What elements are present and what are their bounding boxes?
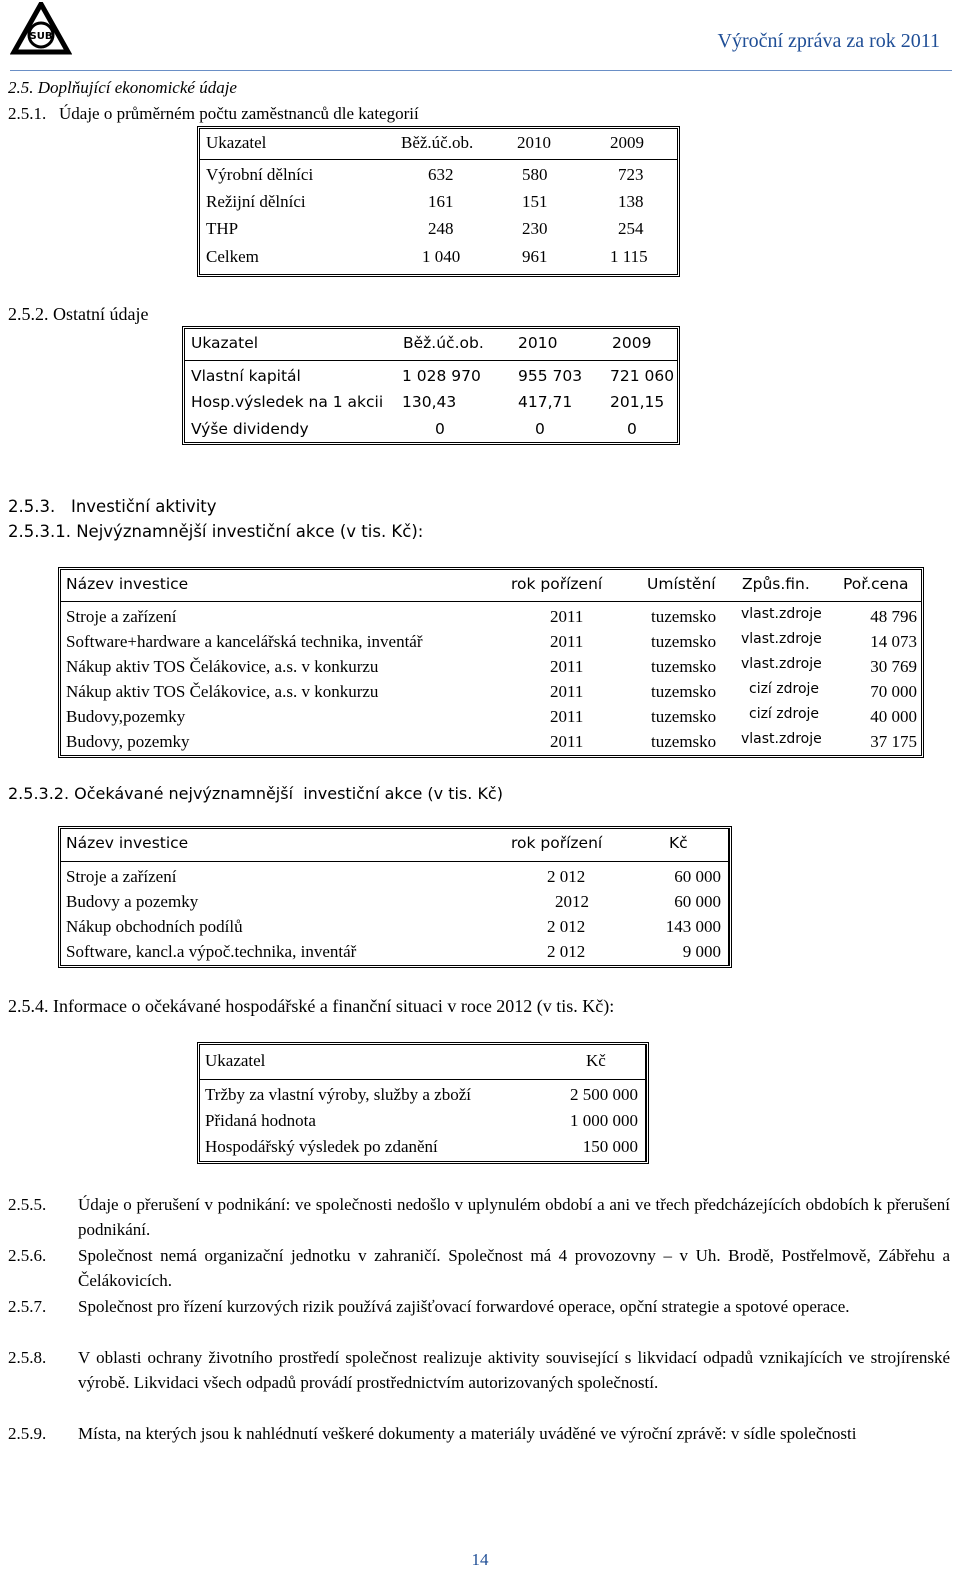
header-cell: Název investice xyxy=(66,575,189,593)
table-cell: vlast.zdroje xyxy=(741,631,822,647)
table-cell: tuzemsko xyxy=(651,657,717,676)
table-divider xyxy=(185,360,677,361)
table-cell: Budovy, pozemky xyxy=(66,732,190,751)
table-cell: 1 115 xyxy=(610,247,648,266)
header-cell: Běž.úč.ob. xyxy=(401,133,474,152)
table-cell: Výrobní dělníci xyxy=(206,165,314,184)
table-divider xyxy=(200,159,677,160)
paragraph-text: Společnost pro řízení kurzových rizik používá zajišťovací forwardové operace, opční strategie a spotové operace. xyxy=(78,1297,850,1316)
table-cell: Budovy a pozemky xyxy=(66,892,199,911)
header-cell: 2010 xyxy=(518,334,558,352)
table-cell: tuzemsko xyxy=(651,632,717,651)
header-cell: Ukazatel xyxy=(191,334,259,352)
other-data-table xyxy=(182,326,680,445)
table-cell: 40 000 xyxy=(870,707,917,726)
table-cell: 130,43 xyxy=(402,393,457,411)
forecast-table xyxy=(197,1042,649,1164)
section-2-5-title: 2.5. Doplňující ekonomické údaje xyxy=(8,78,237,97)
header-cell: Ukazatel xyxy=(206,133,267,152)
section-2-5-1-title: 2.5.1. Údaje o průměrném počtu zaměstnanců dle kategorií xyxy=(8,104,419,123)
section-2-5-3-1-title: 2.5.3.1. Nejvýznamnější investiční akce (v tis. Kč): xyxy=(8,522,424,541)
table-cell: 151 xyxy=(522,192,548,211)
table-cell: 961 xyxy=(522,247,548,266)
table-cell: Software+hardware a kancelářská technika, inventář xyxy=(66,632,423,651)
table-cell: 60 000 xyxy=(674,892,721,911)
header-cell: Kč xyxy=(586,1051,606,1070)
table-cell: 632 xyxy=(428,165,454,184)
table-cell: 2011 xyxy=(550,682,584,701)
table-cell: Hosp.výsledek na 1 akcii xyxy=(191,393,384,411)
table-cell: cizí zdroje xyxy=(749,681,820,697)
investments-table xyxy=(58,567,924,758)
paragraph-number: 2.5.8. xyxy=(8,1348,47,1367)
table-cell: 161 xyxy=(428,192,454,211)
section-2-5-2-title: 2.5.2. Ostatní údaje xyxy=(8,304,149,324)
table-cell: vlast.zdroje xyxy=(741,606,822,622)
table-cell: 2011 xyxy=(550,632,584,651)
table-cell: 723 xyxy=(618,165,644,184)
paragraph-number: 2.5.7. xyxy=(8,1297,47,1316)
table-cell: 70 000 xyxy=(870,682,917,701)
table-cell: 2012 xyxy=(555,892,589,911)
table-cell: Vlastní kapitál xyxy=(191,367,301,385)
table-cell: Přidaná hodnota xyxy=(205,1111,316,1130)
table-cell: 0 xyxy=(435,420,445,438)
table-cell: cizí zdroje xyxy=(749,706,820,722)
table-divider xyxy=(200,1079,646,1080)
header-divider xyxy=(10,70,952,71)
table-cell: 2 012 xyxy=(547,942,586,961)
table-cell: 230 xyxy=(522,219,548,238)
table-cell: Výše dividendy xyxy=(191,420,309,438)
paragraph-text: Místa, na kterých jsou k nahlédnutí veškeré dokumenty a materiály uváděné ve výroční zprávě: v sídle společnosti xyxy=(78,1424,857,1443)
table-cell: 248 xyxy=(428,219,454,238)
table-cell: 1 000 000 xyxy=(570,1111,638,1130)
header-cell: Poř.cena xyxy=(843,575,909,593)
paragraph-text: V oblasti ochrany životního prostředí společnost realizuje aktivity související s likvidací odpadů vznikajících ve strojírenské výrobě. Likvidaci všech odpadů provádí prostřednictvím autorizovaných společností. xyxy=(78,1348,950,1392)
table-cell: 580 xyxy=(522,165,548,184)
table-cell: Celkem xyxy=(206,247,259,266)
header-cell: Běž.úč.ob. xyxy=(403,334,484,352)
header-cell: Způs.fin. xyxy=(742,575,810,593)
paragraph-number: 2.5.9. xyxy=(8,1424,47,1443)
table-cell: 254 xyxy=(618,219,644,238)
table-cell: 30 769 xyxy=(870,657,917,676)
table-cell: 9 000 xyxy=(682,942,721,961)
paragraph-number: 2.5.6. xyxy=(8,1246,47,1265)
header-cell: rok pořízení xyxy=(511,575,603,593)
paragraph-2-5-9 xyxy=(8,1421,950,1446)
employees-table xyxy=(197,126,680,277)
table-cell: Budovy,pozemky xyxy=(66,707,186,726)
section-2-5-3-2-title: 2.5.3.2. Očekávané nejvýznamnější investiční akce (v tis. Kč) xyxy=(8,784,503,803)
header-cell: Název investice xyxy=(66,834,189,852)
table-divider xyxy=(61,861,729,862)
table-cell: 48 796 xyxy=(870,607,917,626)
paragraph-number: 2.5.5. xyxy=(8,1195,47,1214)
paragraph-2-5-7 xyxy=(8,1294,950,1319)
table-cell: 143 000 xyxy=(665,917,721,936)
column-divider xyxy=(645,1045,646,1161)
table-cell: THP xyxy=(206,219,239,238)
expected-investments-table xyxy=(58,826,732,968)
table-cell: Nákup obchodních podílů xyxy=(66,917,243,936)
table-cell: tuzemsko xyxy=(651,732,717,751)
table-cell: Režijní dělníci xyxy=(206,192,306,211)
table-cell: 37 175 xyxy=(870,732,917,751)
table-cell: 14 073 xyxy=(870,632,917,651)
header-cell: 2009 xyxy=(612,334,652,352)
table-cell: 2 012 xyxy=(547,867,586,886)
table-cell: 0 xyxy=(535,420,545,438)
table-cell: 1 040 xyxy=(422,247,461,266)
table-cell: Nákup aktiv TOS Čelákovice, a.s. v konkurzu xyxy=(66,657,379,676)
header-cell: rok pořízení xyxy=(511,834,603,852)
table-cell: tuzemsko xyxy=(651,682,717,701)
table-cell: 955 703 xyxy=(518,367,583,385)
table-cell: 201,15 xyxy=(610,393,665,411)
table-cell: 2 500 000 xyxy=(570,1085,638,1104)
table-divider xyxy=(61,601,921,602)
table-cell: 138 xyxy=(618,192,644,211)
table-cell: 1 028 970 xyxy=(402,367,481,385)
table-cell: 0 xyxy=(627,420,637,438)
table-cell: 417,71 xyxy=(518,393,573,411)
svg-text:SUB: SUB xyxy=(29,31,53,42)
paragraph-2-5-5 xyxy=(8,1192,950,1242)
table-cell: 150 000 xyxy=(582,1137,638,1156)
table-cell: 2011 xyxy=(550,732,584,751)
table-cell: Stroje a zařízení xyxy=(66,867,177,886)
table-cell: Nákup aktiv TOS Čelákovice, a.s. v konkurzu xyxy=(66,682,379,701)
section-2-5-3-title: 2.5.3. Investiční aktivity xyxy=(8,497,217,516)
section-2-5-4-title: 2.5.4. Informace o očekávané hospodářské a finanční situaci v roce 2012 (v tis. Kč): xyxy=(8,996,615,1016)
table-cell: 721 060 xyxy=(610,367,675,385)
header-cell: 2010 xyxy=(517,133,551,152)
table-cell: vlast.zdroje xyxy=(741,656,822,672)
table-cell: tuzemsko xyxy=(651,707,717,726)
table-cell: Hospodářský výsledek po zdanění xyxy=(205,1137,438,1156)
paragraph-text: Společnost nemá organizační jednotku v zahraničí. Společnost má 4 provozovny – v Uh. Brodě, Postřelmově, Zábřehu a Čelákovicích. xyxy=(78,1246,950,1290)
page-number: 14 xyxy=(471,1550,489,1569)
table-cell: 2 012 xyxy=(547,917,586,936)
header-cell: 2009 xyxy=(610,133,644,152)
header-cell: Umístění xyxy=(647,575,716,593)
paragraph-2-5-6 xyxy=(8,1243,950,1293)
paragraph-text: Údaje o přerušení v podnikání: ve společnosti nedošlo v uplynulém období a ani ve třech předcházejících obdobích k přerušení podnikání. xyxy=(78,1195,950,1239)
table-cell: Software, kancl.a výpoč.technika, inventář xyxy=(66,942,357,961)
table-cell: tuzemsko xyxy=(651,607,717,626)
table-cell: 2011 xyxy=(550,607,584,626)
table-cell: 2011 xyxy=(550,657,584,676)
table-cell: Stroje a zařízení xyxy=(66,607,177,626)
column-divider xyxy=(728,829,729,965)
table-cell: vlast.zdroje xyxy=(741,731,822,747)
table-cell: 60 000 xyxy=(674,867,721,886)
header-cell: Ukazatel xyxy=(205,1051,266,1070)
table-cell: 2011 xyxy=(550,707,584,726)
paragraph-2-5-8 xyxy=(8,1345,950,1395)
table-cell: Tržby za vlastní výroby, služby a zboží xyxy=(205,1085,471,1104)
header-cell: Kč xyxy=(669,834,688,852)
document-title: Výroční zpráva za rok 2011 xyxy=(717,30,940,52)
company-logo xyxy=(10,2,72,56)
